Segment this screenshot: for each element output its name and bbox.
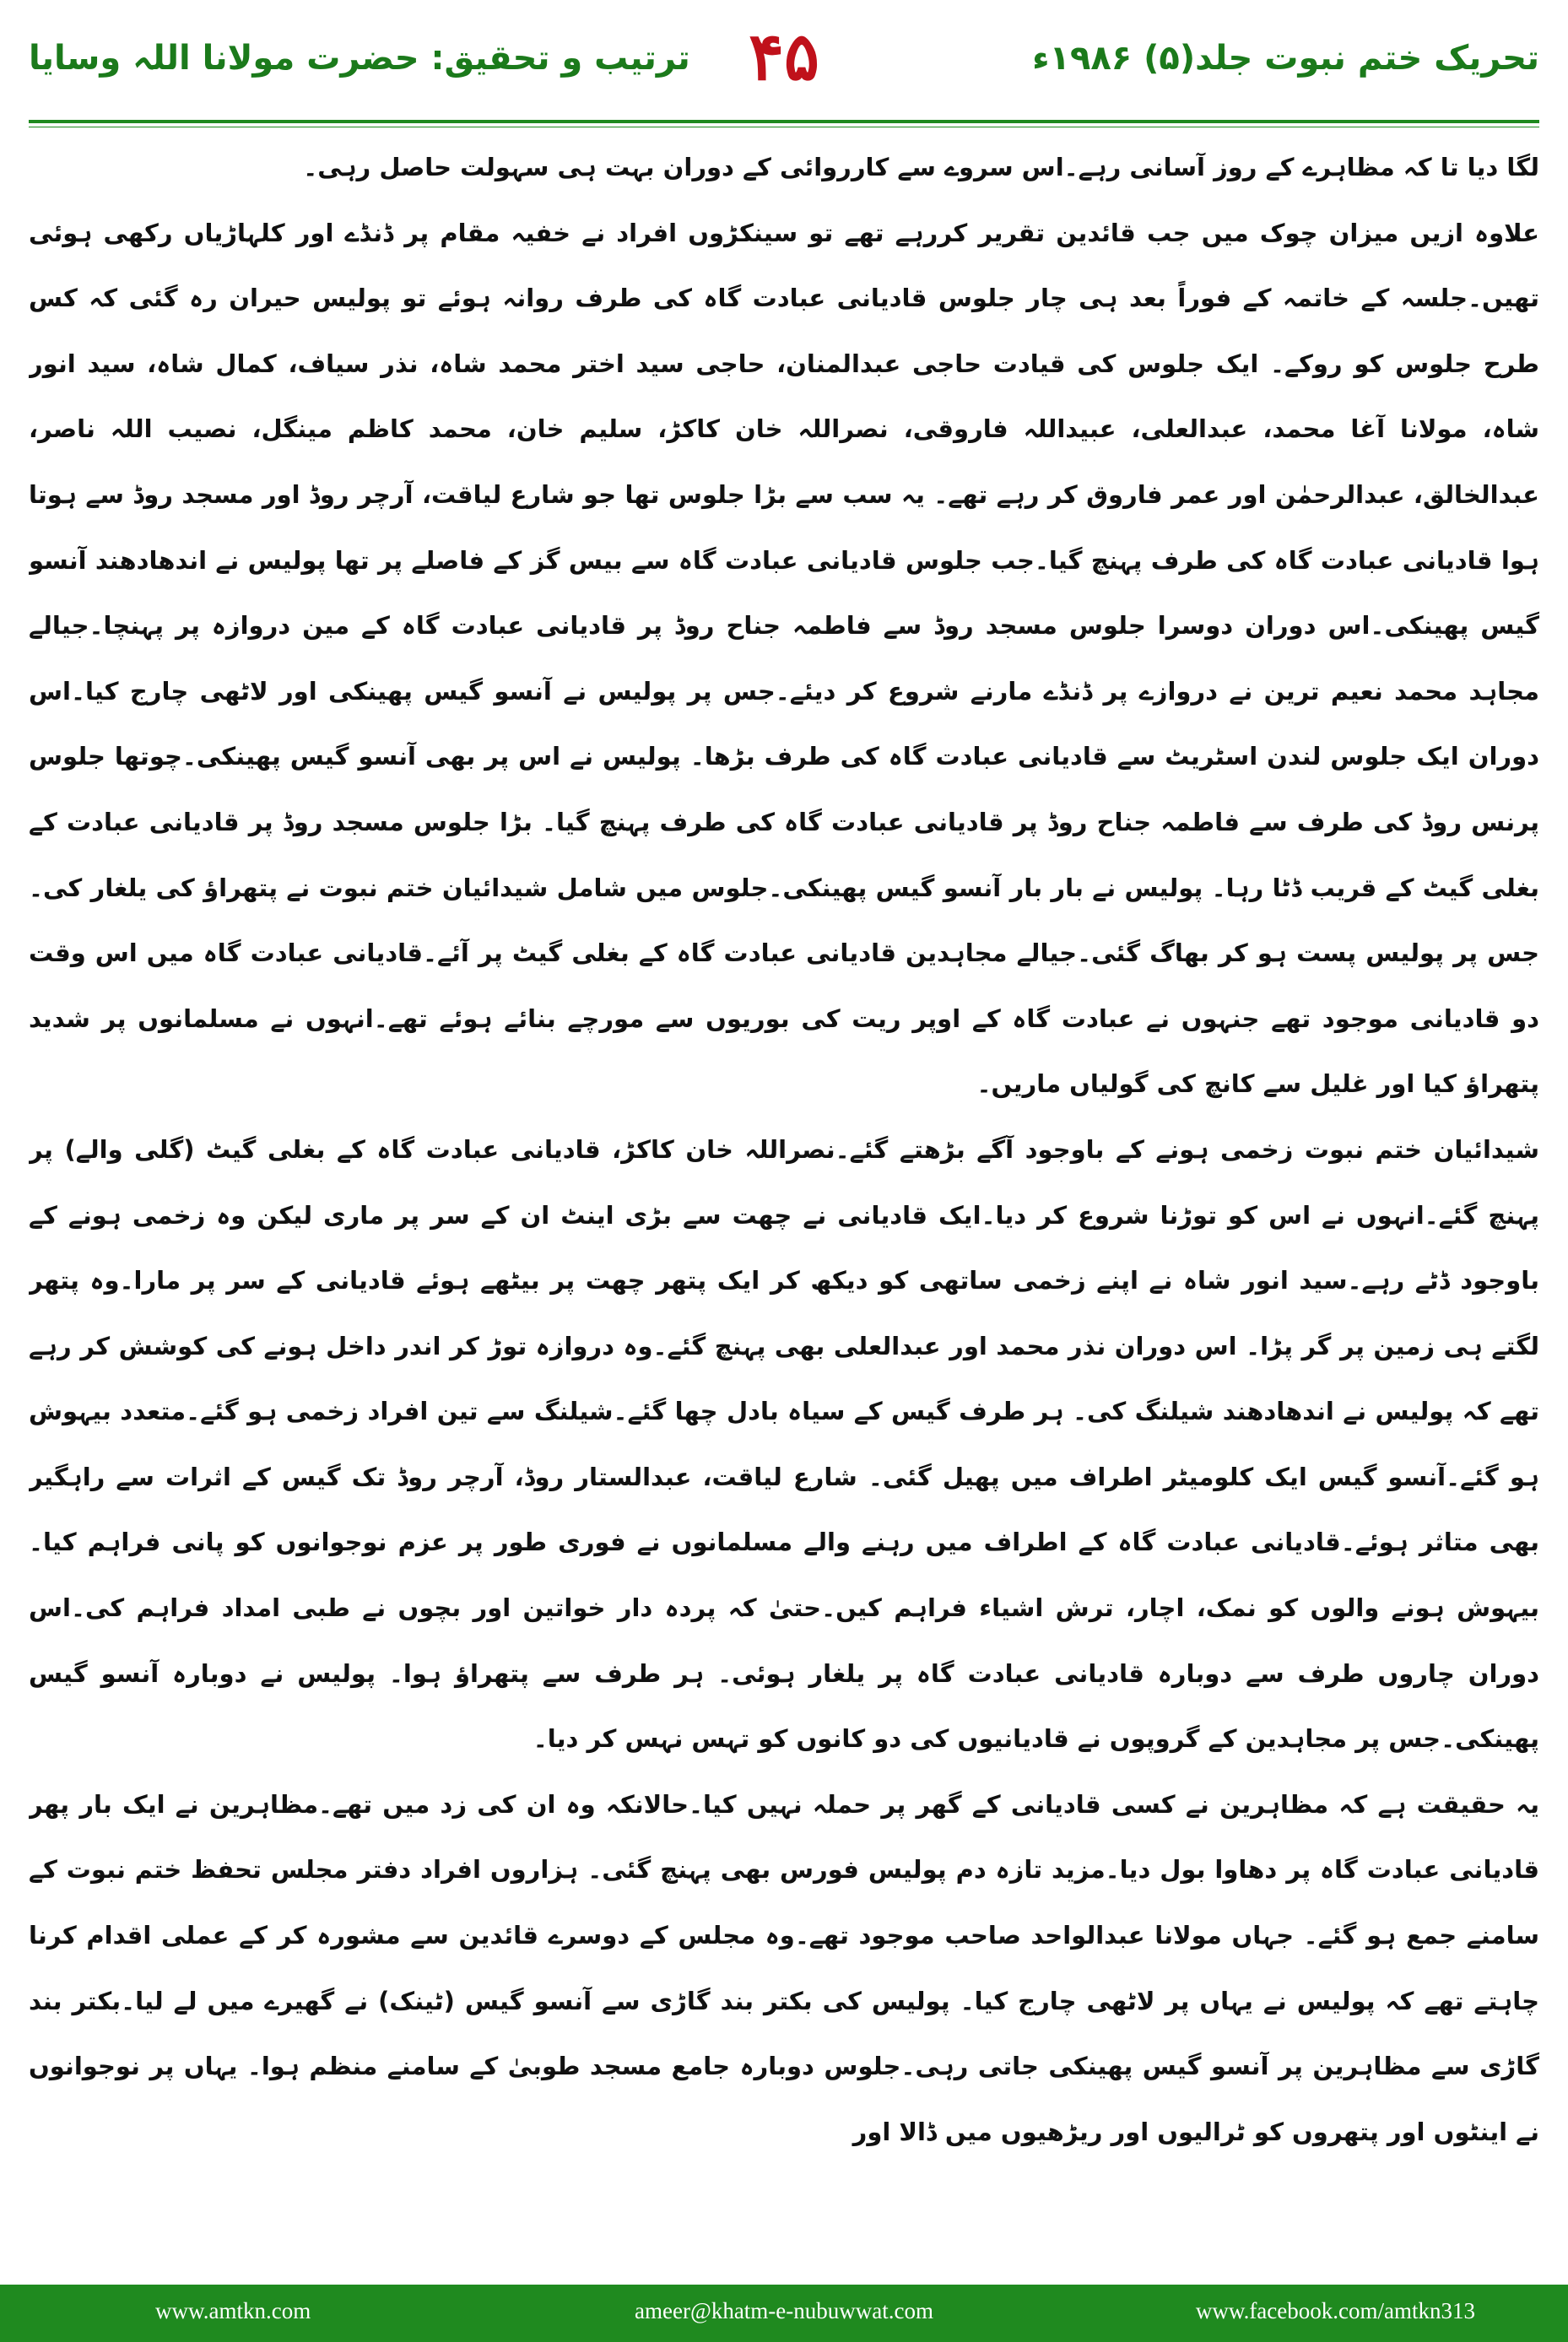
website-link[interactable]: www.amtkn.com — [155, 2298, 311, 2323]
page-footer — [0, 2285, 1568, 2342]
facebook-link[interactable]: www.facebook.com/amtkn313 — [1195, 2298, 1475, 2323]
paragraph-1: لگا دیا تا کہ مظاہرے کے روز آسانی رہے۔اس سروے سے کارروائی کے دوران بہت ہی سہولت حاصل رہی۔ — [303, 153, 1539, 181]
compiler-credit: ترتیب و تحقیق: حضرت مولانا اللہ وسایا — [29, 39, 690, 78]
page-number: ۴۵ — [749, 19, 819, 95]
article-body — [29, 135, 1539, 2262]
email-link[interactable]: ameer@khatm-e-nubuwwat.com — [635, 2298, 933, 2323]
paragraph-3: شیدائیان ختم نبوت زخمی ہونے کے باوجود آگے بڑھتے گئے۔نصراللہ خان کاکڑ، قادیانی عبادت گاہ کے بغلی گیٹ (گلی والے) پر پہنچ گئے۔انہوں نے اس کو توڑنا شروع کر دیا۔ایک قادیانی نے چھت سے بڑی اینٹ ان کے سر پر ماری لیکن وہ زخمی ہونے کے باوجود ڈٹے رہے۔سید انور شاہ نے اپنے زخمی ساتھی کو دیکھ کر ایک پتھر چھت پر بیٹھے ہوئے قادیانی کے سر پر مارا۔وہ پتھر لگتے ہی زمین پر گر پڑا۔ اس دوران نذر محمد اور عبدالعلی بھی پہنچ گئے۔وہ دروازہ توڑ کر اندر داخل ہونے کی کوشش کر رہے تھے کہ پولیس نے اندھادھند شیلنگ کی۔ ہر طرف گیس کے سیاہ بادل چھا گئے۔شیلنگ سے تین افراد زخمی ہو گئے۔متعدد بیہوش ہو گئے۔آنسو گیس ایک کلومیٹر اطراف میں پھیل گئی۔ شارع لیاقت، عبدالستار روڈ، آرچر روڈ تک گیس کے اثرات سے راہگیر بھی متاثر ہوئے۔قادیانی عبادت گاہ کے اطراف میں رہنے والے مسلمانوں نے فوری طور پر عزم نوجوانوں کو پانی فراہم کیا۔بیہوش ہونے والوں کو نمک، اچار، ترش اشیاء فراہم کیں۔حتیٰ کہ پردہ دار خواتین اور بچوں نے طبی امداد فراہم کی۔اس دوران چاروں طرف سے دوبارہ قادیانی عبادت گاہ پر یلغار ہوئی۔ ہر طرف سے پتھراؤ ہوا۔ پولیس نے دوبارہ آنسو گیس پھینکی۔جس پر مجاہدین کے گروپوں نے قادیانیوں کی دو کانوں کو تہس نہس کر دیا۔ — [29, 1134, 1539, 1754]
paragraph-4: یہ حقیقت ہے کہ مظاہرین نے کسی قادیانی کے گھر پر حملہ نہیں کیا۔حالانکہ وہ ان کی زد میں تھے۔مظاہرین نے ایک بار پھر قادیانی عبادت گاہ پر دھاوا بول دیا۔مزید تازہ دم پولیس فورس بھی پہنچ گئی۔ ہزاروں افراد دفتر مجلس تحفظ ختم نبوت کے سامنے جمع ہو گئے۔ جہاں مولانا عبدالواحد صاحب موجود تھے۔وہ مجلس کے دوسرے قائدین سے مشورہ کر کے عملی اقدام کرنا چاہتے تھے کہ پولیس نے یہاں پر لاٹھی چارج کیا۔ پولیس کی بکتر بند گاڑی سے آنسو گیس (ٹینک) نے گھیرے میں لے لیا۔بکتر بند گاڑی سے مظاہرین پر آنسو گیس پھینکی جاتی رہی۔جلوس دوبارہ جامع مسجد طوبیٰ کے سامنے منظم ہوا۔ یہاں پر نوجوانوں نے اینٹوں اور پتھروں کو ٹرالیوں اور ریڑھیوں میں ڈالا اور — [29, 1789, 1539, 2146]
book-title: تحریک ختم نبوت جلد(۵) ۱۹۸۶ء — [1032, 39, 1539, 78]
page-header — [29, 19, 1539, 111]
paragraph-2: علاوہ ازیں میزان چوک میں جب قائدین تقریر کررہے تھے تو سینکڑوں افراد نے خفیہ مقام پر ڈنڈے اور کلہاڑیاں رکھی ہوئی تھیں۔جلسہ کے خاتمہ کے فوراً بعد ہی چار جلوس قادیانی عبادت گاہ کی طرف روانہ ہوئے تو پولیس حیران رہ گئی کہ کس طرح جلوس کو روکے۔ ایک جلوس کی قیادت حاجی عبدالمنان، حاجی سید اختر محمد شاہ، نذر سیاف، کمال شاہ، سید انور شاہ، مولانا آغا محمد، عبدالعلی، عبیداللہ فاروقی، نصراللہ خان کاکڑ، سلیم خان، محمد کاظم مینگل، نصیب اللہ ناصر، عبدالخالق، عبدالرحمٰن اور عمر فاروق کر رہے تھے۔ یہ سب سے بڑا جلوس تھا جو شارع لیاقت، آرچر روڈ اور مسجد روڈ سے ہوتا ہوا قادیانی عبادت گاہ کی طرف پہنچ گیا۔جب جلوس قادیانی عبادت گاہ سے بیس گز کے فاصلے پر تھا پولیس نے اندھادھند آنسو گیس پھینکی۔اس دوران دوسرا جلوس مسجد روڈ سے فاطمہ جناح روڈ پر قادیانی عبادت گاہ کے مین دروازہ پر پہنچا۔جیالے مجاہد محمد نعیم ترین نے دروازے پر ڈنڈے مارنے شروع کر دیئے۔جس پر پولیس نے آنسو گیس پھینکی اور لاٹھی چارج کیا۔اس دوران ایک جلوس لندن اسٹریٹ سے قادیانی عبادت گاہ کی طرف بڑھا۔ پولیس نے اس پر بھی آنسو گیس پھینکی۔چوتھا جلوس پرنس روڈ کی طرف سے فاطمہ جناح روڈ پر قادیانی عبادت گاہ کی طرف پہنچ گیا۔ بڑا جلوس مسجد روڈ پر قادیانی عبادت کے بغلی گیٹ کے قریب ڈٹا رہا۔ پولیس نے بار بار آنسو گیس پھینکی۔جلوس میں شامل شیدائیان ختم نبوت نے پتھراؤ کی یلغار کی۔جس پر پولیس پست ہو کر بھاگ گئی۔جیالے مجاہدین قادیانی عبادت گاہ کے بغلی گیٹ پر آئے۔قادیانی عبادت گاہ میں اس وقت دو قادیانی موجود تھے جنہوں نے عبادت گاہ کے اوپر ریت کی بوریوں سے مورچے بنائے ہوئے تھے۔انہوں نے مسلمانوں پر شدید پتھراؤ کیا اور غلیل سے کانچ کی گولیاں ماریں۔ — [29, 218, 1539, 1099]
header-divider — [29, 120, 1539, 123]
